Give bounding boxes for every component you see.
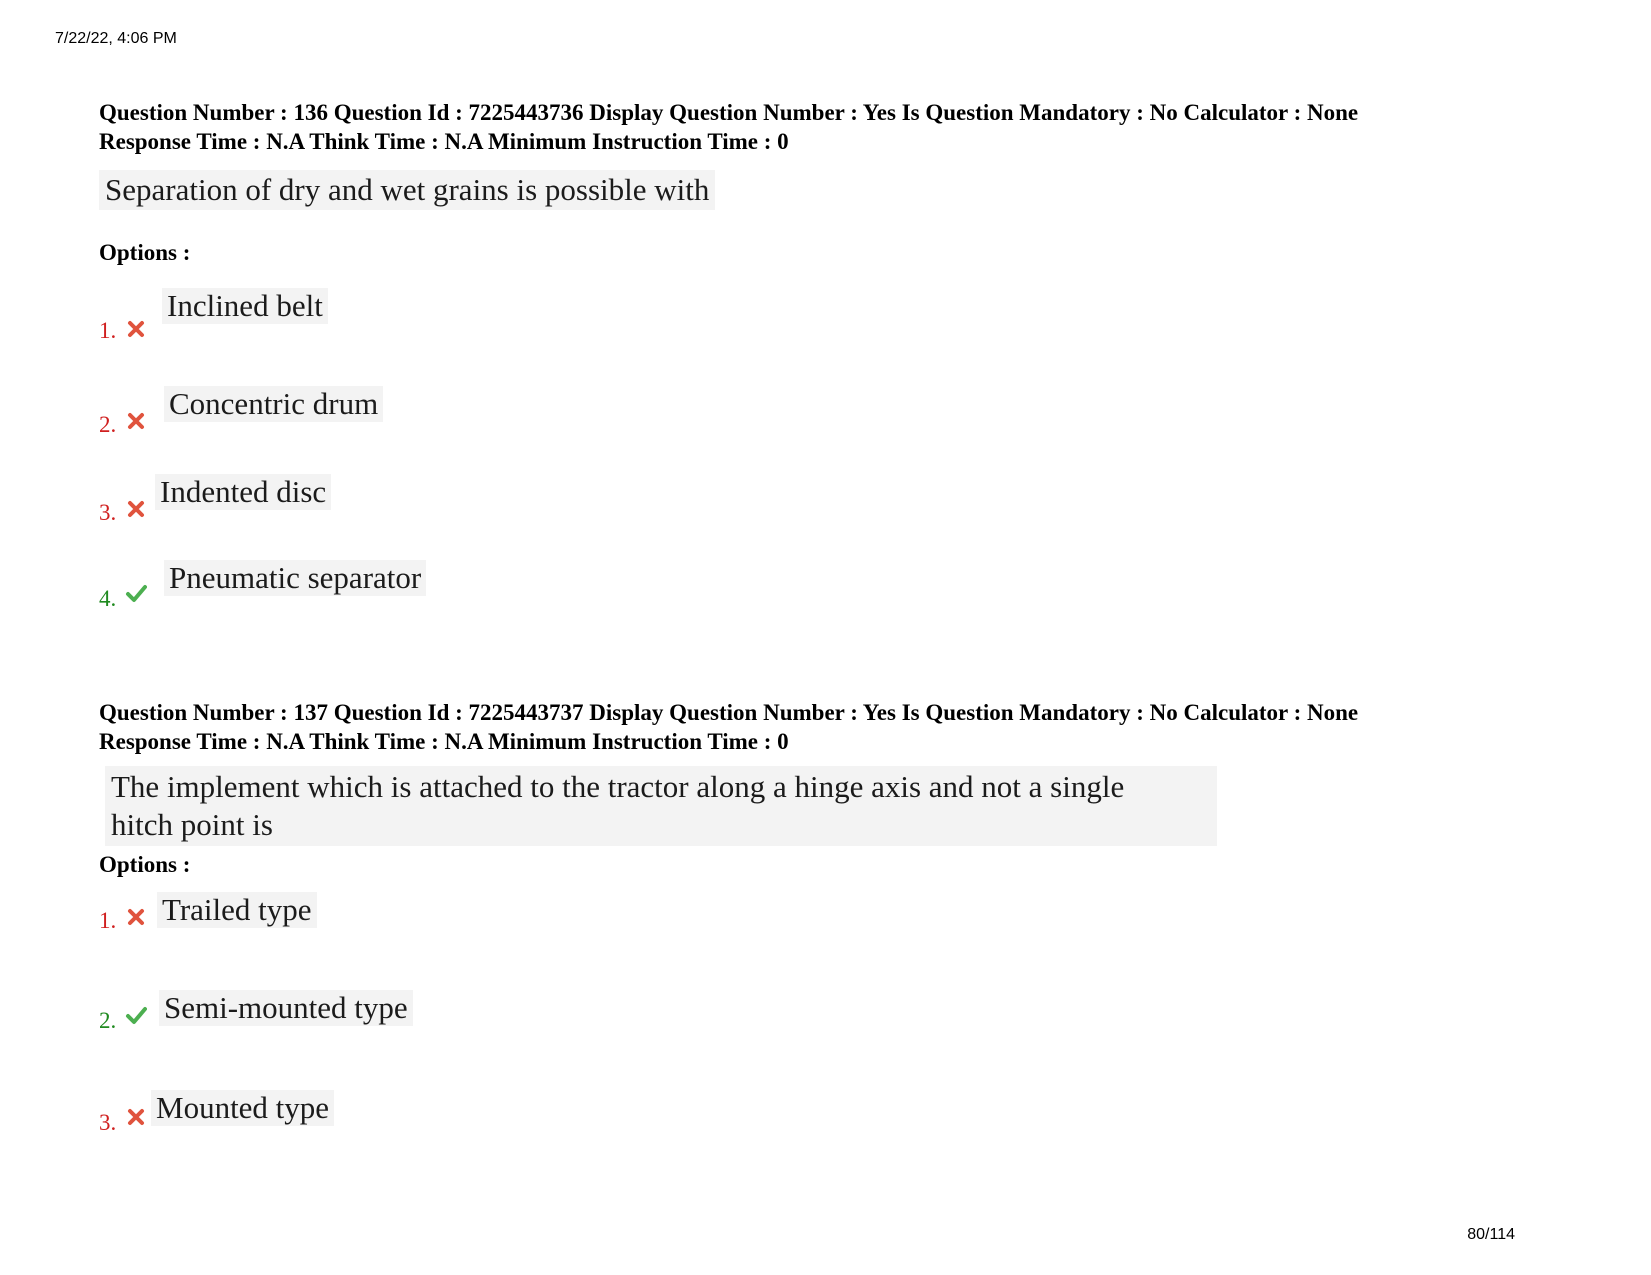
question-block-136 bbox=[99, 98, 1569, 611]
option-text: Trailed type bbox=[157, 892, 317, 928]
option-number: 3. bbox=[99, 500, 117, 525]
option-number: 3. bbox=[99, 1110, 117, 1135]
options-label: Options : bbox=[99, 240, 191, 265]
cross-icon bbox=[125, 906, 147, 928]
option-2 bbox=[99, 990, 699, 1050]
print-timestamp: 7/22/22, 4:06 PM bbox=[55, 30, 177, 47]
option-3 bbox=[99, 1090, 699, 1150]
question-text-line2: hitch point is bbox=[111, 807, 273, 842]
option-text: Concentric drum bbox=[164, 386, 383, 422]
option-text: Pneumatic separator bbox=[164, 560, 426, 596]
option-text: Semi-mounted type bbox=[159, 990, 413, 1026]
option-1 bbox=[99, 892, 699, 952]
question-text-box bbox=[99, 170, 715, 210]
option-number: 1. bbox=[99, 908, 117, 933]
option-text: Inclined belt bbox=[162, 288, 328, 324]
option-3 bbox=[99, 474, 699, 534]
option-4 bbox=[99, 560, 699, 620]
question-meta-line2: Response Time : N.A Think Time : N.A Minimum Instruction Time : 0 bbox=[99, 129, 789, 154]
question-text-line1: The implement which is attached to the tractor along a hinge axis and not a single bbox=[111, 769, 1125, 804]
option-number: 2. bbox=[99, 1008, 117, 1033]
option-text: Mounted type bbox=[151, 1090, 334, 1126]
check-icon bbox=[125, 1004, 147, 1026]
cross-icon bbox=[125, 1106, 147, 1128]
option-text: Indented disc bbox=[155, 474, 331, 510]
question-meta-line1: Question Number : 137 Question Id : 7225443737 Display Question Number : Yes Is Question Mandatory : No Calculator : None bbox=[99, 700, 1359, 725]
option-number: 2. bbox=[99, 412, 117, 437]
check-icon bbox=[125, 582, 147, 604]
cross-icon bbox=[125, 410, 147, 432]
question-text: Separation of dry and wet grains is possible with bbox=[99, 170, 715, 210]
options-label: Options : bbox=[99, 852, 191, 877]
question-meta-line2: Response Time : N.A Think Time : N.A Minimum Instruction Time : 0 bbox=[99, 729, 789, 754]
cross-icon bbox=[125, 498, 147, 520]
option-number: 4. bbox=[99, 586, 117, 611]
option-number: 1. bbox=[99, 318, 117, 343]
question-block-137 bbox=[99, 698, 1569, 1135]
page-number: 80/114 bbox=[1467, 1226, 1515, 1243]
option-2 bbox=[99, 386, 699, 446]
question-text-box bbox=[105, 766, 1217, 846]
cross-icon bbox=[125, 318, 147, 340]
option-1 bbox=[99, 288, 699, 348]
question-meta-line1: Question Number : 136 Question Id : 7225443736 Display Question Number : Yes Is Question Mandatory : No Calculator : None bbox=[99, 100, 1359, 125]
